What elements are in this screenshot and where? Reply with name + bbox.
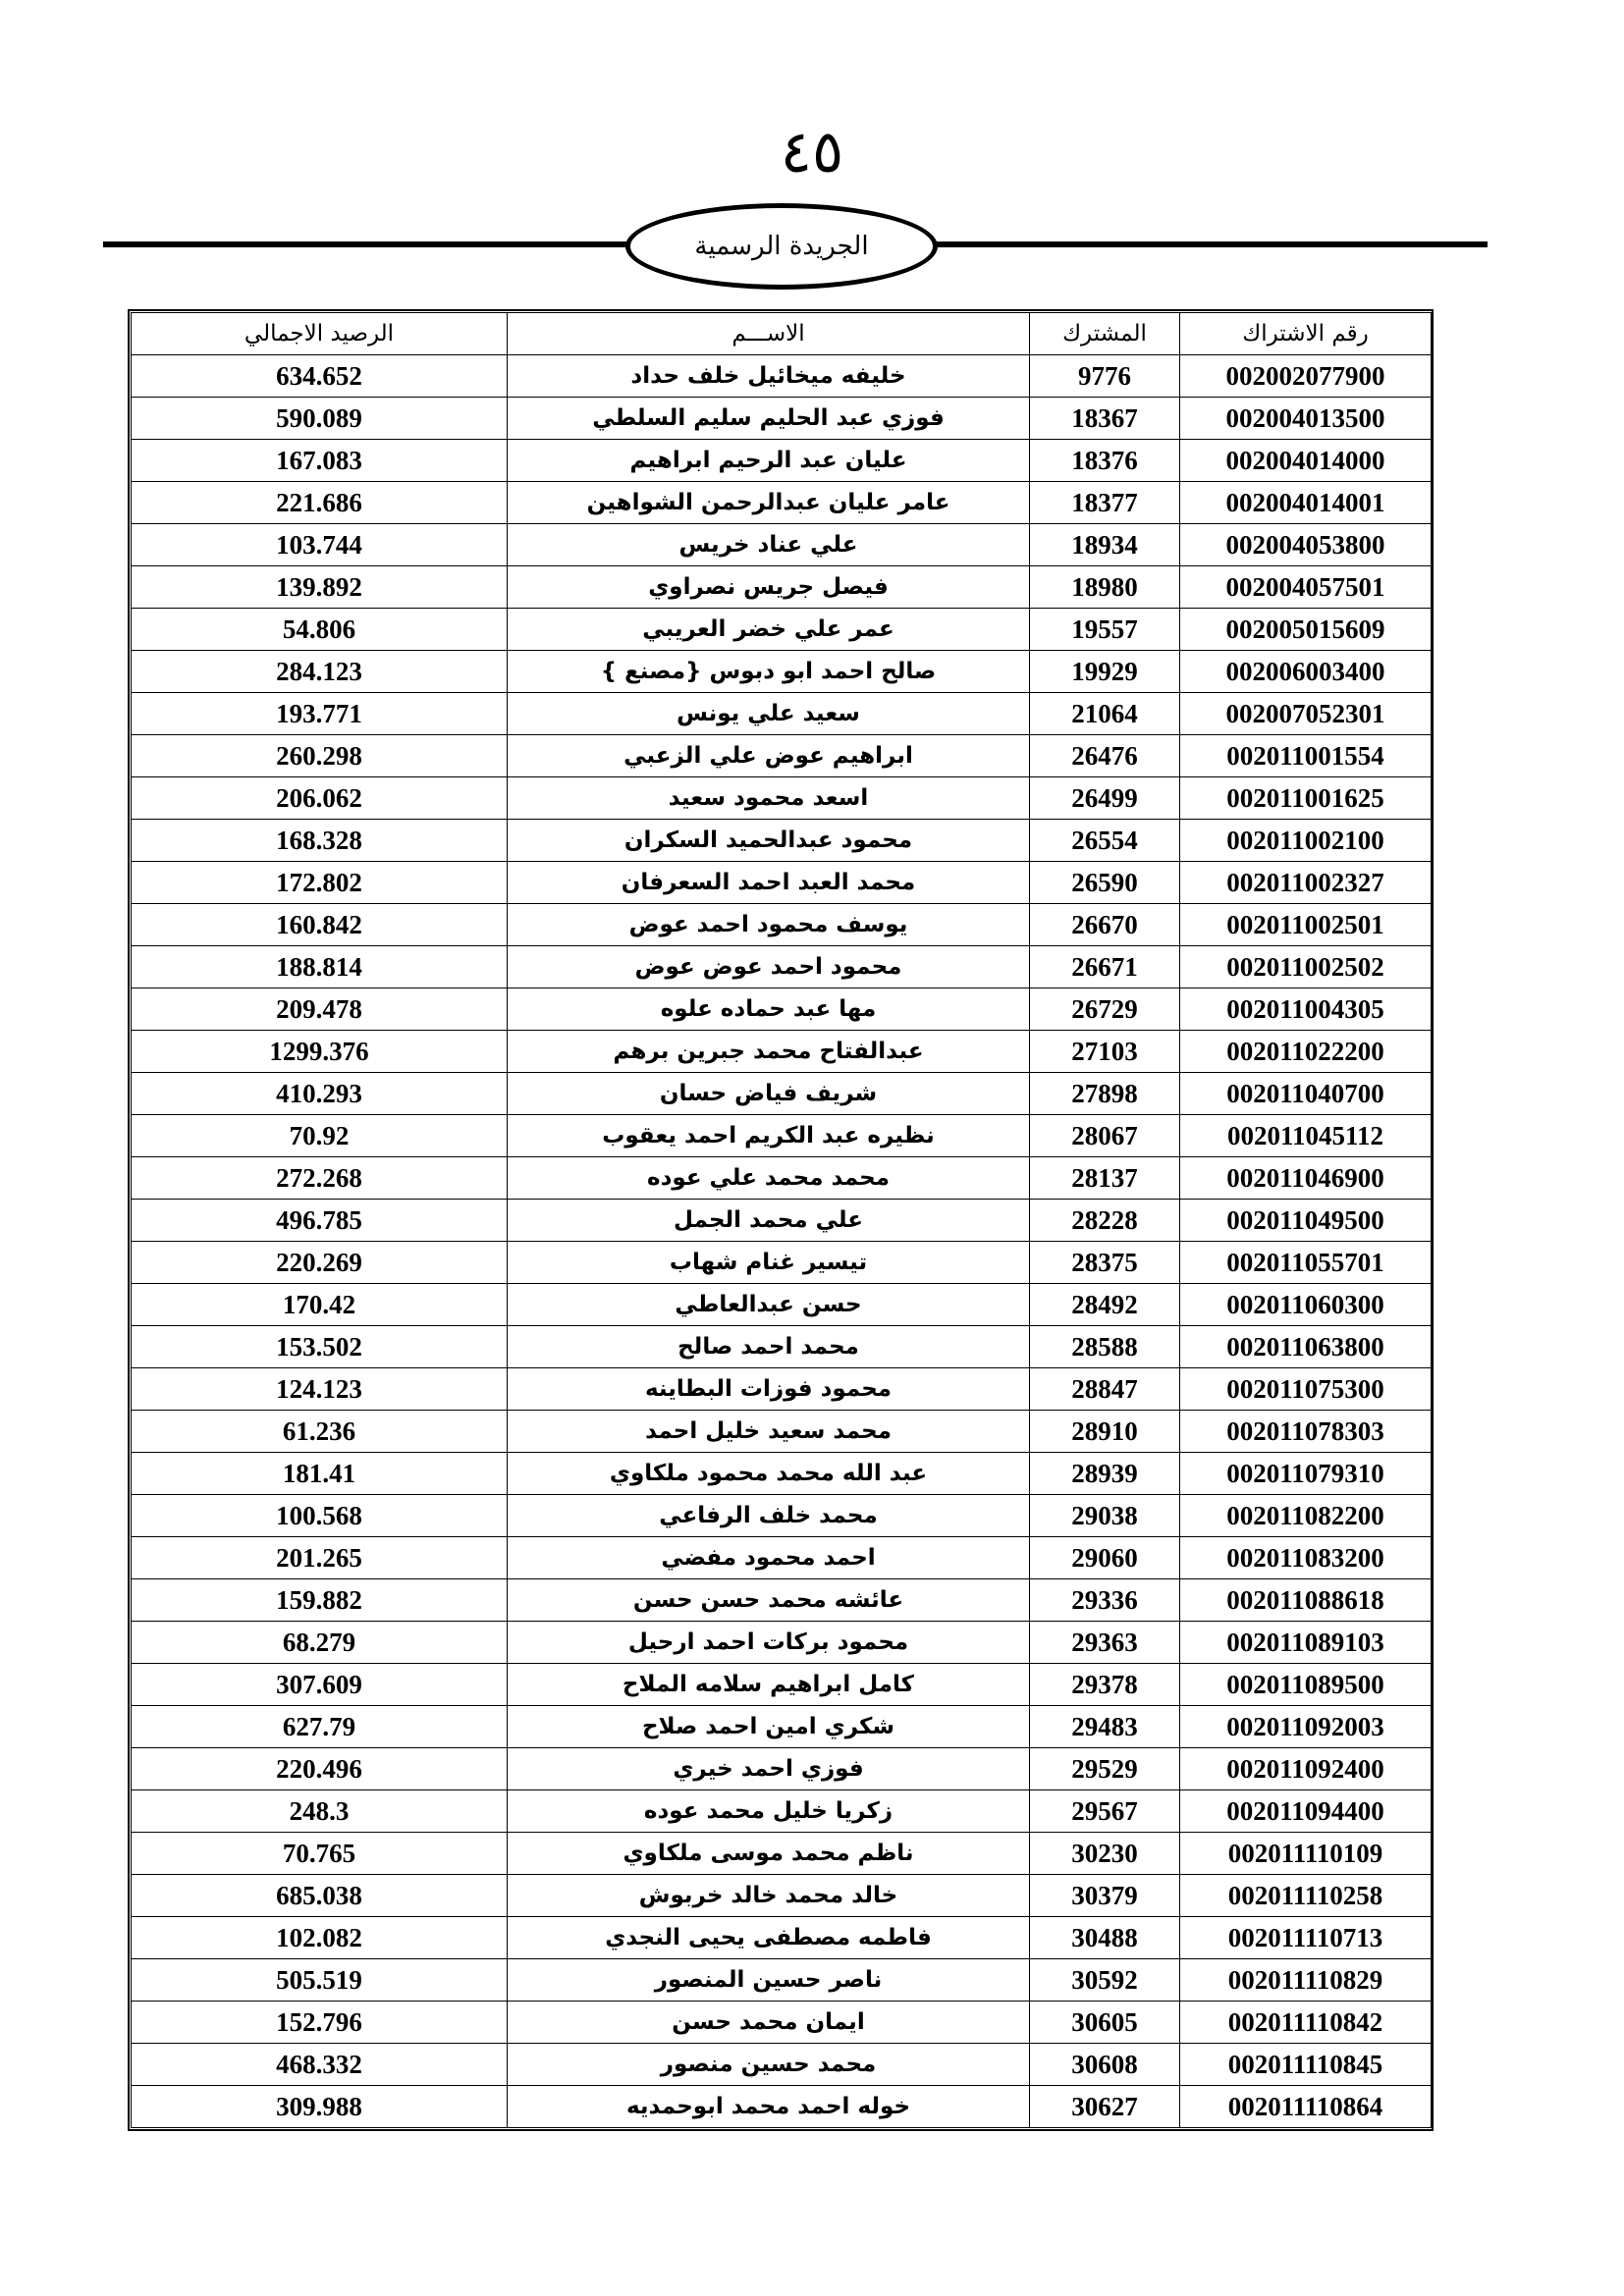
cell-subscriber: 30230 <box>1030 1833 1180 1875</box>
cell-account-no: 002011046900 <box>1180 1157 1432 1200</box>
table-row <box>132 1537 1432 1579</box>
cell-account-no: 002004013500 <box>1180 398 1432 440</box>
cell-account-no: 002011002100 <box>1180 820 1432 862</box>
cell-total-balance: 124.123 <box>132 1368 508 1411</box>
cell-name: عامر عليان عبدالرحمن الشواهين <box>508 482 1030 524</box>
cell-account-no: 002011001554 <box>1180 735 1432 777</box>
cell-name: عائشه محمد حسن حسن <box>508 1579 1030 1622</box>
cell-account-no: 002011075300 <box>1180 1368 1432 1411</box>
table-row <box>132 1959 1432 2002</box>
cell-name: محمود احمد عوض عوض <box>508 946 1030 988</box>
cell-total-balance: 181.41 <box>132 1453 508 1495</box>
cell-subscriber: 29567 <box>1030 1790 1180 1833</box>
table-row <box>132 2086 1432 2128</box>
cell-name: محمد العبد احمد السعرفان <box>508 862 1030 904</box>
cell-total-balance: 260.298 <box>132 735 508 777</box>
cell-account-no: 002011060300 <box>1180 1284 1432 1326</box>
cell-account-no: 002011002327 <box>1180 862 1432 904</box>
cell-total-balance: 193.771 <box>132 693 508 735</box>
cell-subscriber: 18376 <box>1030 440 1180 482</box>
cell-total-balance: 160.842 <box>132 904 508 946</box>
cell-name: خليفه ميخائيل خلف حداد <box>508 355 1030 398</box>
cell-subscriber: 30608 <box>1030 2044 1180 2086</box>
cell-subscriber: 19929 <box>1030 651 1180 693</box>
cell-total-balance: 634.652 <box>132 355 508 398</box>
table-row <box>132 1622 1432 1664</box>
cell-total-balance: 209.478 <box>132 988 508 1031</box>
table-row <box>132 693 1432 735</box>
table-row <box>132 862 1432 904</box>
cell-name: محمود عبدالحميد السكران <box>508 820 1030 862</box>
cell-name: خوله احمد محمد ابوحمديه <box>508 2086 1030 2128</box>
cell-account-no: 002011094400 <box>1180 1790 1432 1833</box>
cell-account-no: 002011022200 <box>1180 1031 1432 1073</box>
cell-subscriber: 28375 <box>1030 1242 1180 1284</box>
cell-account-no: 002011079310 <box>1180 1453 1432 1495</box>
cell-account-no: 002005015609 <box>1180 609 1432 651</box>
cell-total-balance: 468.332 <box>132 2044 508 2086</box>
cell-account-no: 002011110713 <box>1180 1917 1432 1959</box>
cell-subscriber: 28137 <box>1030 1157 1180 1200</box>
cell-account-no: 002011002502 <box>1180 946 1432 988</box>
cell-account-no: 002011049500 <box>1180 1200 1432 1242</box>
cell-name: خالد محمد خالد خربوش <box>508 1875 1030 1917</box>
cell-total-balance: 61.236 <box>132 1411 508 1453</box>
table-row <box>132 1115 1432 1157</box>
cell-total-balance: 168.328 <box>132 820 508 862</box>
cell-account-no: 002011110829 <box>1180 1959 1432 2002</box>
table-row <box>132 1411 1432 1453</box>
cell-name: ناصر حسين المنصور <box>508 1959 1030 2002</box>
cell-subscriber: 29336 <box>1030 1579 1180 1622</box>
gazette-title: الجريدة الرسمية <box>694 232 869 261</box>
cell-name: محمد سعيد خليل احمد <box>508 1411 1030 1453</box>
cell-name: محمد محمد علي عوده <box>508 1157 1030 1200</box>
cell-subscriber: 30488 <box>1030 1917 1180 1959</box>
cell-name: تيسير غنام شهاب <box>508 1242 1030 1284</box>
table-row <box>132 1453 1432 1495</box>
table-row <box>132 1157 1432 1200</box>
cell-account-no: 002002077900 <box>1180 355 1432 398</box>
table-row <box>132 1833 1432 1875</box>
cell-total-balance: 172.802 <box>132 862 508 904</box>
table-row <box>132 1326 1432 1368</box>
cell-account-no: 002011078303 <box>1180 1411 1432 1453</box>
table-row <box>132 524 1432 566</box>
cell-account-no: 002011092400 <box>1180 1748 1432 1790</box>
cell-total-balance: 590.089 <box>132 398 508 440</box>
cell-name: اسعد محمود سعيد <box>508 777 1030 820</box>
cell-subscriber: 26476 <box>1030 735 1180 777</box>
cell-total-balance: 139.892 <box>132 566 508 609</box>
cell-subscriber: 29529 <box>1030 1748 1180 1790</box>
page-number: ٤٥ <box>780 118 844 187</box>
table-row <box>132 1200 1432 1242</box>
cell-account-no: 002011083200 <box>1180 1537 1432 1579</box>
cell-total-balance: 70.765 <box>132 1833 508 1875</box>
table-row <box>132 440 1432 482</box>
cell-account-no: 002004053800 <box>1180 524 1432 566</box>
cell-subscriber: 29060 <box>1030 1537 1180 1579</box>
table-row <box>132 1242 1432 1284</box>
subscribers-table <box>131 312 1432 2128</box>
cell-total-balance: 307.609 <box>132 1664 508 1706</box>
table-row <box>132 2002 1432 2044</box>
cell-account-no: 002011089103 <box>1180 1622 1432 1664</box>
cell-subscriber: 9776 <box>1030 355 1180 398</box>
cell-name: فوزي عبد الحليم سليم السلطي <box>508 398 1030 440</box>
header-total-balance: الرصيد الاجمالي <box>132 313 508 355</box>
cell-total-balance: 201.265 <box>132 1537 508 1579</box>
cell-name: محمد احمد صالح <box>508 1326 1030 1368</box>
cell-subscriber: 30379 <box>1030 1875 1180 1917</box>
table-row <box>132 1579 1432 1622</box>
cell-subscriber: 29363 <box>1030 1622 1180 1664</box>
cell-name: محمود بركات احمد ارحيل <box>508 1622 1030 1664</box>
cell-name: يوسف محمود احمد عوض <box>508 904 1030 946</box>
table-row <box>132 398 1432 440</box>
table-row <box>132 904 1432 946</box>
cell-subscriber: 26670 <box>1030 904 1180 946</box>
cell-subscriber: 29483 <box>1030 1706 1180 1748</box>
table-row <box>132 820 1432 862</box>
cell-total-balance: 70.92 <box>132 1115 508 1157</box>
cell-subscriber: 18367 <box>1030 398 1180 440</box>
table-row <box>132 1790 1432 1833</box>
cell-name: مها عبد حماده علوه <box>508 988 1030 1031</box>
table-row <box>132 1706 1432 1748</box>
cell-total-balance: 68.279 <box>132 1622 508 1664</box>
cell-name: عليان عبد الرحيم ابراهيم <box>508 440 1030 482</box>
cell-subscriber: 26499 <box>1030 777 1180 820</box>
table-row <box>132 946 1432 988</box>
cell-account-no: 002011082200 <box>1180 1495 1432 1537</box>
subscribers-table-frame <box>128 309 1434 2131</box>
cell-subscriber: 26671 <box>1030 946 1180 988</box>
cell-account-no: 002004057501 <box>1180 566 1432 609</box>
cell-subscriber: 28588 <box>1030 1326 1180 1368</box>
cell-subscriber: 26590 <box>1030 862 1180 904</box>
cell-subscriber: 28228 <box>1030 1200 1180 1242</box>
table-row <box>132 482 1432 524</box>
cell-account-no: 002011110864 <box>1180 2086 1432 2128</box>
cell-total-balance: 627.79 <box>132 1706 508 1748</box>
cell-subscriber: 18934 <box>1030 524 1180 566</box>
cell-subscriber: 30605 <box>1030 2002 1180 2044</box>
cell-name: شكري امين احمد صلاح <box>508 1706 1030 1748</box>
table-row <box>132 609 1432 651</box>
table-row <box>132 2044 1432 2086</box>
cell-account-no: 002011040700 <box>1180 1073 1432 1115</box>
cell-name: علي عناد خريس <box>508 524 1030 566</box>
cell-name: محمود فوزات البطاينه <box>508 1368 1030 1411</box>
cell-account-no: 002011088618 <box>1180 1579 1432 1622</box>
cell-name: عبد الله محمد محمود ملكاوي <box>508 1453 1030 1495</box>
cell-total-balance: 309.988 <box>132 2086 508 2128</box>
cell-total-balance: 220.496 <box>132 1748 508 1790</box>
cell-account-no: 002011045112 <box>1180 1115 1432 1157</box>
cell-name: محمد حسين منصور <box>508 2044 1030 2086</box>
cell-subscriber: 28910 <box>1030 1411 1180 1453</box>
table-row <box>132 651 1432 693</box>
cell-name: ناظم محمد موسى ملكاوي <box>508 1833 1030 1875</box>
cell-total-balance: 103.744 <box>132 524 508 566</box>
table-row <box>132 355 1432 398</box>
cell-subscriber: 29378 <box>1030 1664 1180 1706</box>
cell-total-balance: 284.123 <box>132 651 508 693</box>
cell-name: شريف فياض حسان <box>508 1073 1030 1115</box>
cell-subscriber: 30627 <box>1030 2086 1180 2128</box>
cell-name: ايمان محمد حسن <box>508 2002 1030 2044</box>
cell-account-no: 002006003400 <box>1180 651 1432 693</box>
cell-total-balance: 170.42 <box>132 1284 508 1326</box>
cell-total-balance: 272.268 <box>132 1157 508 1200</box>
gazette-title-oval <box>625 203 938 290</box>
table-row <box>132 1031 1432 1073</box>
cell-subscriber: 26729 <box>1030 988 1180 1031</box>
cell-total-balance: 167.083 <box>132 440 508 482</box>
table-row <box>132 1748 1432 1790</box>
cell-total-balance: 159.882 <box>132 1579 508 1622</box>
cell-total-balance: 102.082 <box>132 1917 508 1959</box>
cell-name: محمد خلف الرفاعي <box>508 1495 1030 1537</box>
table-row <box>132 1664 1432 1706</box>
cell-subscriber: 28939 <box>1030 1453 1180 1495</box>
cell-account-no: 002011001625 <box>1180 777 1432 820</box>
header-account-no: رقم الاشتراك <box>1180 313 1432 355</box>
cell-account-no: 002011110258 <box>1180 1875 1432 1917</box>
table-row <box>132 1495 1432 1537</box>
cell-name: كامل ابراهيم سلامه الملاح <box>508 1664 1030 1706</box>
cell-account-no: 002007052301 <box>1180 693 1432 735</box>
cell-subscriber: 28847 <box>1030 1368 1180 1411</box>
cell-total-balance: 54.806 <box>132 609 508 651</box>
cell-account-no: 002004014000 <box>1180 440 1432 482</box>
cell-name: نظيره عبد الكريم احمد يعقوب <box>508 1115 1030 1157</box>
cell-total-balance: 221.686 <box>132 482 508 524</box>
table-row <box>132 1073 1432 1115</box>
table-row <box>132 1875 1432 1917</box>
cell-account-no: 002011110109 <box>1180 1833 1432 1875</box>
cell-name: سعيد علي يونس <box>508 693 1030 735</box>
cell-subscriber: 18980 <box>1030 566 1180 609</box>
cell-subscriber: 30592 <box>1030 1959 1180 2002</box>
cell-total-balance: 248.3 <box>132 1790 508 1833</box>
cell-subscriber: 28067 <box>1030 1115 1180 1157</box>
cell-subscriber: 26554 <box>1030 820 1180 862</box>
cell-name: فوزي احمد خيري <box>508 1748 1030 1790</box>
cell-total-balance: 206.062 <box>132 777 508 820</box>
header-name: الاســـم <box>508 313 1030 355</box>
cell-total-balance: 496.785 <box>132 1200 508 1242</box>
table-row <box>132 1284 1432 1326</box>
cell-account-no: 002011004305 <box>1180 988 1432 1031</box>
cell-account-no: 002011089500 <box>1180 1664 1432 1706</box>
cell-name: احمد محمود مفضي <box>508 1537 1030 1579</box>
cell-name: عمر علي خضر العريبي <box>508 609 1030 651</box>
cell-name: علي محمد الجمل <box>508 1200 1030 1242</box>
cell-name: فاطمه مصطفى يحيى النجدي <box>508 1917 1030 1959</box>
cell-name: فيصل جريس نصراوي <box>508 566 1030 609</box>
cell-subscriber: 27103 <box>1030 1031 1180 1073</box>
cell-account-no: 002004014001 <box>1180 482 1432 524</box>
cell-total-balance: 220.269 <box>132 1242 508 1284</box>
cell-total-balance: 410.293 <box>132 1073 508 1115</box>
cell-name: زكريا خليل محمد عوده <box>508 1790 1030 1833</box>
cell-subscriber: 27898 <box>1030 1073 1180 1115</box>
cell-total-balance: 505.519 <box>132 1959 508 2002</box>
cell-subscriber: 19557 <box>1030 609 1180 651</box>
cell-name: حسن عبدالعاطي <box>508 1284 1030 1326</box>
cell-account-no: 002011055701 <box>1180 1242 1432 1284</box>
cell-subscriber: 21064 <box>1030 693 1180 735</box>
table-header-row <box>132 313 1432 355</box>
cell-total-balance: 153.502 <box>132 1326 508 1368</box>
cell-total-balance: 152.796 <box>132 2002 508 2044</box>
cell-account-no: 002011092003 <box>1180 1706 1432 1748</box>
table-row <box>132 566 1432 609</box>
cell-total-balance: 1299.376 <box>132 1031 508 1073</box>
cell-account-no: 002011110845 <box>1180 2044 1432 2086</box>
cell-subscriber: 29038 <box>1030 1495 1180 1537</box>
cell-subscriber: 28492 <box>1030 1284 1180 1326</box>
cell-account-no: 002011002501 <box>1180 904 1432 946</box>
cell-subscriber: 18377 <box>1030 482 1180 524</box>
table-row <box>132 988 1432 1031</box>
cell-total-balance: 100.568 <box>132 1495 508 1537</box>
cell-total-balance: 685.038 <box>132 1875 508 1917</box>
table-row <box>132 1368 1432 1411</box>
cell-account-no: 002011063800 <box>1180 1326 1432 1368</box>
header-subscriber: المشترك <box>1030 313 1180 355</box>
cell-total-balance: 188.814 <box>132 946 508 988</box>
table-row <box>132 735 1432 777</box>
cell-name: عبدالفتاح محمد جبرين برهم <box>508 1031 1030 1073</box>
table-row <box>132 777 1432 820</box>
cell-name: ابراهيم عوض علي الزعبي <box>508 735 1030 777</box>
cell-name: صالح احمد ابو دبوس {مصنع } <box>508 651 1030 693</box>
table-row <box>132 1917 1432 1959</box>
cell-account-no: 002011110842 <box>1180 2002 1432 2044</box>
